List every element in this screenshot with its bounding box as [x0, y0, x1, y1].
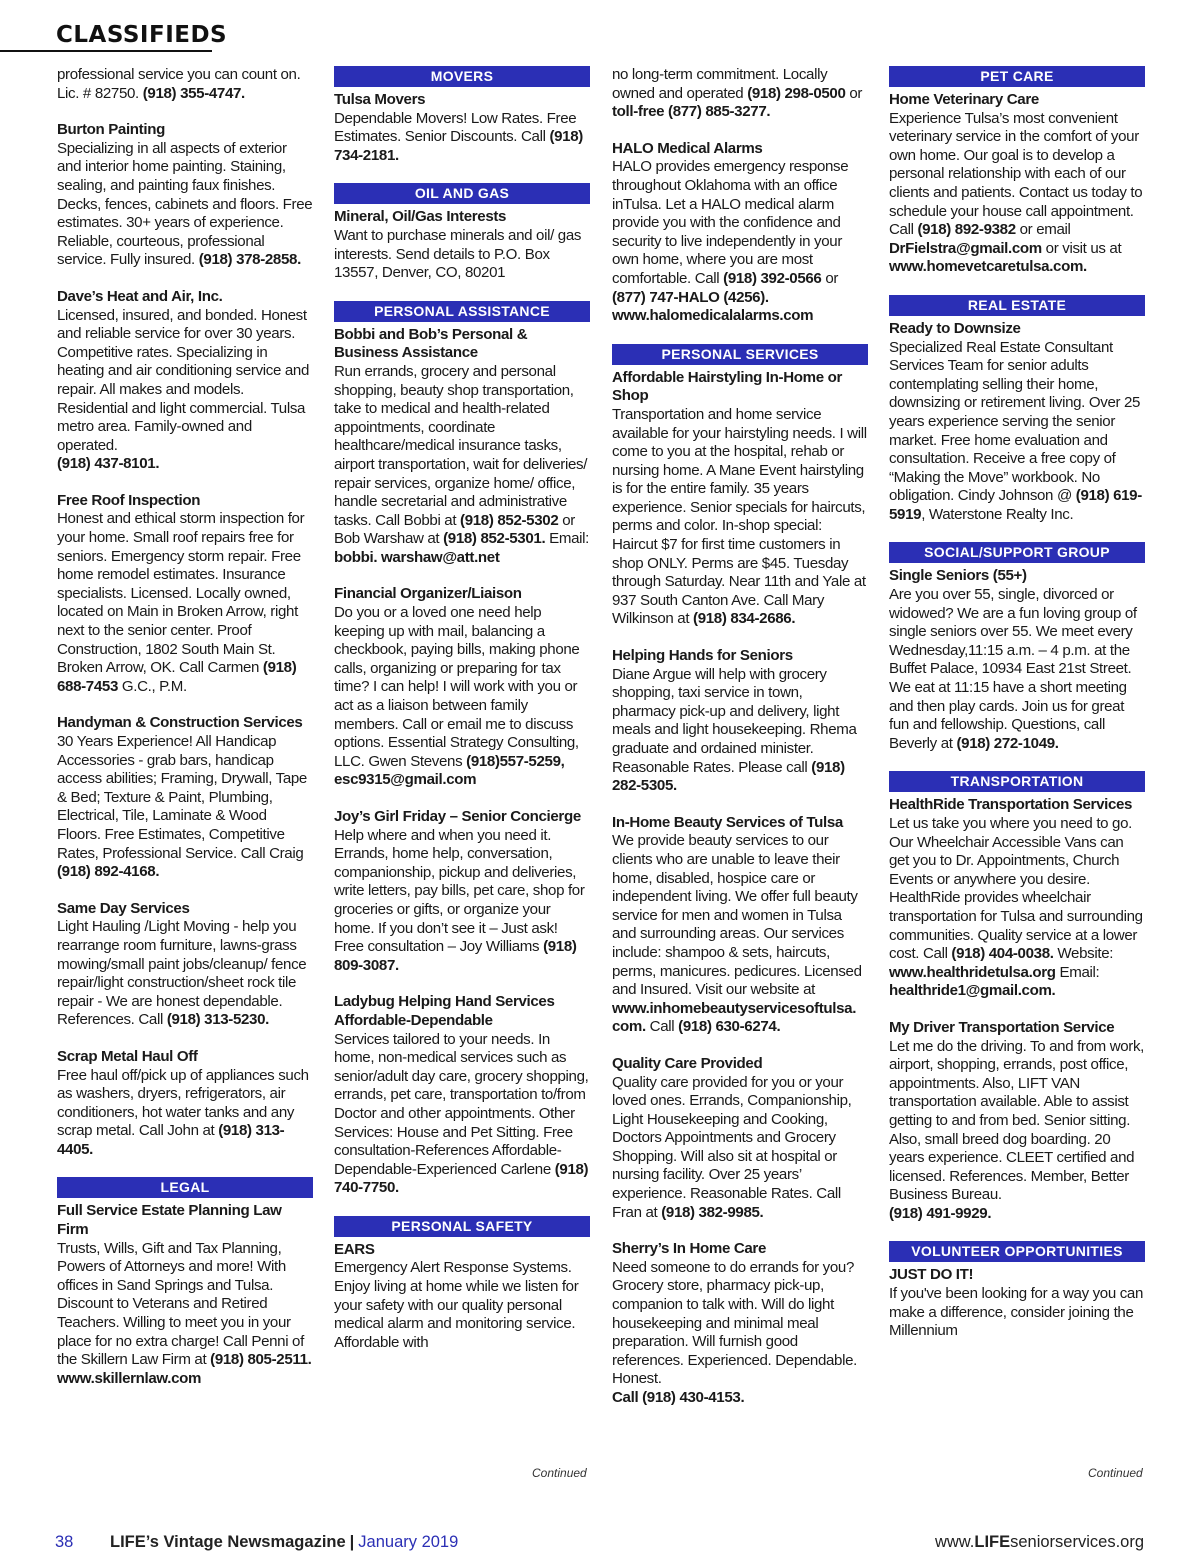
classified-listing [889, 1266, 1145, 1340]
contact-detail: (918) 852-5301. [443, 530, 546, 548]
listing-body: Experience Tulsa’s most convenient veterinary service in the comfort of your own home. Our goal is to develop a personal relationship with each of our clients and patients. Contact us today to schedule your house call appointment. Call (918) 892-9382 or email DrFielstra@gmail.com or visit us at www.homevetcaretulsa.com. [889, 109, 1143, 276]
contact-detail: (918) 272-1049. [956, 734, 1059, 752]
section-header-legal: LEGAL [57, 1177, 313, 1198]
listing-body: Light Hauling /Light Moving - help you rearrange room furniture, lawns-grass mowing/small paint jobs/cleanup/ fence repair/light construction/sheet rock tile repair - We are honest dependable. References. Call (918) 313-5230. [57, 918, 307, 1029]
section-header-movers: MOVERS [334, 66, 590, 87]
listing-title: Same Day Services [57, 899, 190, 917]
contact-detail: bobbi. warshaw@att.net [334, 548, 500, 566]
listing-body: Services tailored to your needs. In home, non-medical services such as senior/adult day care, grocery shopping, errands, pet care, transportation to/from Doctor and other appointments. Other Services: House and Pet Sitting. Free consultation-References Affordable-Dependable-Experienced Carlene (918) 740-7750. [334, 1030, 589, 1197]
listing-body: We provide beauty services to our clients who are unable to leave their home, disabled, hospice care or independent living. We offer full beauty service for men and women in Tulsa and surrounding areas. Our services include: shampoo & sets, haircuts, perms, manicures. pedicures. Licensed and Insured. Visit our website at www.inhomebeautyservicesoftulsa. com. Call (918) 630-6274. [612, 832, 862, 1036]
classified-listing [57, 1048, 313, 1160]
classified-listing [57, 714, 313, 881]
listing-body: Honest and ethical storm inspection for your home. Small roof repairs free for seniors. Emergency storm repair. Free home remodel estimates. Insurance specialists. Licensed. Locally owned, located on Main in Broken Arrow, right next to the senior center. Proof Construction, 1802 South Main St. Broken Arrow, OK. Call Carmen (918) 688-7453 G.C., P.M. [57, 510, 305, 695]
listing-body: Do you or a loved one need help keeping up with mail, balancing a checkbook, paying bills, making phone calls, organizing or preparing for tax time? I can help! I will work with you or act as a liaison between family members. Call or email me to discuss options. Essential Strategy Consulting, LLC. Gwen Stevens (918)557-5259, esc9315@gmail.com [334, 604, 580, 789]
classified-listing [334, 208, 590, 282]
listing-title: Mineral, Oil/Gas Interests [334, 208, 507, 226]
contact-detail: www.inhomebeautyservicesoftulsa. com. [612, 999, 857, 1036]
contact-detail: (918) 630-6274. [678, 1018, 781, 1036]
section-header-real-estate: REAL ESTATE [889, 295, 1145, 316]
listing-body: Help where and when you need it. Errands, home help, conversation, companionship, pickup and deliveries, write letters, pay bills, pet care, shop for groceries or gifts, or organize your home. If you don’t see it – Just ask! Free consultation – Joy Williams (918) 809-3087. [334, 826, 585, 974]
listing-title: Single Seniors (55+) [889, 567, 1027, 585]
classified-listing [612, 1055, 868, 1222]
listing-body: Let me do the driving. To and from work, airport, shopping, errands, post office, appointments. Also, LIFT VAN transportation available. Able to assist getting to and from bed. Senior sitting. Also, small breed dog boarding. 20 years experience. CLEET certified and licensed. References. Member, Better Business Bureau. (918) 491-9929. [889, 1037, 1145, 1222]
classified-listing [334, 1241, 590, 1353]
contact-detail: (918) 313-4405. [57, 1122, 285, 1158]
classified-listing [57, 492, 313, 697]
listing-title: Free Roof Inspection [57, 491, 201, 509]
website-brand: LIFE [974, 1533, 1011, 1551]
listing-title: Handyman & Construction Services [57, 714, 303, 732]
issue-date: January 2019 [358, 1533, 459, 1551]
classified-listing [57, 1202, 313, 1388]
listing-title: Helping Hands for Seniors [612, 647, 793, 665]
section-header-social-support-group: SOCIAL/SUPPORT GROUP [889, 542, 1145, 563]
contact-detail: (918) 382-9985. [661, 1203, 764, 1221]
listing-body: Want to purchase minerals and oil/ gas interests. Send details to P.O. Box 13557, Denver, CO, 80201 [334, 226, 582, 282]
listing-body: Let us take you where you need to go. Our Wheelchair Accessible Vans can get you to Dr. Appointments, Church Events or anywhere you desire. HealthRide provides wheelchair transportation for Tulsa and surrounding communities. Quality service at a lower cost. Call (918) 404-0038. Website: www.healthridetulsa.org Email: healthride1@gmail.com. [889, 815, 1143, 1000]
website-suffix: seniorservices.org [1010, 1533, 1144, 1551]
title-rule [0, 50, 212, 52]
listing-title: EARS [334, 1240, 375, 1258]
website-link[interactable] [935, 1533, 1144, 1552]
page-title: CLASSIFIEDS [56, 22, 228, 48]
listing-title: Burton Painting [57, 121, 165, 139]
listing-title: Joy’s Girl Friday – Senior Concierge [334, 808, 581, 825]
contact-detail: (918) 852-5302 [460, 511, 559, 529]
listing-title: HALO Medical Alarms [612, 139, 763, 157]
classified-listing [889, 1019, 1145, 1224]
classified-listing [57, 121, 313, 270]
listing-body: Are you over 55, single, divorced or widowed? We are a fun loving group of single seniors over 55. We meet every Wednesday,11:15 a.m. – 4 p.m. at the Buffet Palace, 10934 East 21st Street. We eat at 11:15 have a short meeting and then play cards. Join us for great fun and fellowship. Questions, call Beverly at (918) 272-1049. [889, 586, 1137, 752]
contact-detail: (918) 392-0566 [723, 269, 822, 287]
listing-title: Quality Care Provided [612, 1054, 763, 1072]
contact-detail: (918) 834-2686. [693, 610, 796, 628]
listing-body: Emergency Alert Response Systems. Enjoy living at home while we listen for your safety with our quality personal medical alarm and monitoring service. Affordable with [334, 1259, 579, 1351]
contact-detail: (918) 404-0038. [951, 945, 1054, 963]
classified-listing [334, 91, 590, 165]
contact-detail: (918) 437-8101. [57, 455, 160, 473]
listing-body: Trusts, Wills, Gift and Tax Planning, Powers of Attorneys and more! With offices in Sand Springs and Tulsa. Discount to Veterans and Retired Teachers. Willing to meet you in your place for no extra charge! Call Penni of the Skillern Law Firm at (918) 805-2511. www.skillernlaw.com [57, 1239, 312, 1387]
continued-note: Continued [532, 1466, 587, 1480]
classified-listing [612, 66, 868, 122]
listing-body: Dependable Movers! Low Rates. Free Estimates. Senior Discounts. Call (918) 734-2181. [334, 109, 583, 164]
classified-listing [57, 900, 313, 1030]
contact-detail: (918) 355-4747. [142, 84, 245, 102]
classified-listing [612, 140, 868, 326]
contact-detail: toll-free (877) 885-3277. [612, 103, 771, 121]
listing-title: In-Home Beauty Services of Tulsa [612, 813, 843, 831]
classified-listing [889, 320, 1145, 525]
contact-detail: (877) 747-HALO (4256). [612, 288, 769, 306]
section-header-volunteer-opportunities: VOLUNTEER OPPORTUNITIES [889, 1241, 1145, 1262]
column-1 [57, 66, 313, 1478]
column-4 [889, 66, 1145, 1478]
listing-title: HealthRide Transportation Services [889, 796, 1133, 814]
contact-detail: (918) 740-7750. [334, 1160, 589, 1197]
contact-detail: healthride1@gmail.com. [889, 982, 1056, 1000]
section-header-personal-services: PERSONAL SERVICES [612, 344, 868, 365]
continued-note: Continued [1088, 1466, 1143, 1480]
listing-title: My Driver Transportation Service [889, 1018, 1115, 1036]
listing-body: Specializing in all aspects of exterior and interior home painting. Staining, sealing, and painting faux finishes. Decks, fences, cabinets and floors. Free estimates. 30+ years of experience. Reliable, courteous, professional service. Fully insured. (918) 378-2858. [57, 139, 313, 269]
listing-title: Financial Organizer/Liaison [334, 585, 522, 603]
listing-body: HALO provides emergency response throughout Oklahoma with an office inTulsa. Let a HALO medical alarm provide you with the confidence and security to live independently in your own home, where you are most comfortable. Call (918) 392-0566 or (877) 747-HALO (4256). www.halomedicalalarms.com [612, 158, 849, 325]
publication-name: LIFE’s Vintage Newsmagazine [110, 1533, 346, 1551]
classified-listing [57, 288, 313, 474]
contact-detail: (918) 298-0500 [747, 84, 846, 102]
listing-title: Sherry’s In Home Care [612, 1240, 766, 1258]
listing-title: Ready to Downsize [889, 319, 1021, 337]
classified-listing [612, 1240, 868, 1407]
listing-body: Transportation and home service available for your hairstyling needs. I will come to you at the hospital, rehab or nursing home. A Mane Event hairstyling is for the entire family. 35 years experience. Senior specials for haircuts, perms and color. In-shop special: Haircut $7 for first time customers in shop ONLY. Perms are $45. Tuesday through Saturday. Near 11th and Yale at 937 South Canton Ave. Call Mary Wilkinson at (918) 834-2686. [612, 405, 867, 628]
classified-listing [612, 647, 868, 796]
listing-title: Tulsa Movers [334, 91, 426, 108]
classified-listing [334, 326, 590, 568]
contact-detail: www.skillernlaw.com [57, 1369, 202, 1387]
listing-title: JUST DO IT! [889, 1266, 974, 1284]
listing-body: 30 Years Experience! All Handicap Accessories - grab bars, handicap access abilities; Framing, Drywall, Tape & Bed; Texture & Paint, Plumbing, Electrical, Tile, Laminate & Wood Floors. Free Estimates, Competitive Rates, Professional Service. Call Craig (918) 892-4168. [57, 733, 307, 881]
listing-title: Affordable Hairstyling In-Home or Shop [612, 368, 842, 405]
contact-detail: www.homevetcaretulsa.com. [889, 258, 1087, 276]
listing-body: professional service you can count on. Lic. # 82750. (918) 355-4747. [57, 66, 301, 102]
footer-separator: | [349, 1533, 355, 1551]
contact-detail: DrFielstra@gmail.com [889, 239, 1042, 257]
page-number: 38 [55, 1533, 74, 1551]
classified-listing [334, 993, 590, 1198]
website-prefix: www. [934, 1533, 975, 1551]
section-header-personal-safety: PERSONAL SAFETY [334, 1216, 590, 1237]
listing-title: Full Service Estate Planning Law Firm [57, 1202, 282, 1239]
listing-body: Diane Argue will help with grocery shopping, taxi service in town, pharmacy pick-up and delivery, light meals and light housekeeping. Rhema graduate and ordained minister. Reasonable Rates. Please call (918) 282-5305. [612, 665, 857, 795]
column-2 [334, 66, 590, 1478]
listing-title: Home Veterinary Care [889, 91, 1039, 108]
contact-detail: www.halomedicalalarms.com [612, 307, 814, 325]
section-header-oil-and-gas: OIL AND GAS [334, 183, 590, 204]
listing-body: Need someone to do errands for you? Grocery store, pharmacy pick-up, companion to talk with. Will do light housekeeping and minimal meal preparation. Will furnish good references. Experienced. Dependable. Honest. Call (918) 430-4153. [612, 1258, 857, 1406]
contact-detail: (918) 734-2181. [334, 128, 583, 164]
section-header-pet-care: PET CARE [889, 66, 1145, 87]
listing-body: Quality care provided for you or your loved ones. Errands, Companionship, Light Housekeeping and Cooking, Doctors Appointments and Grocery Shopping. Will also sit at hospital or nursing facility. Over 25 years’ experience. Reasonable Rates. Call Fran at (918) 382-9985. [612, 1073, 852, 1221]
classified-listing [612, 369, 868, 629]
classified-listing [334, 808, 590, 975]
classified-listing [889, 91, 1145, 277]
listing-body: Run errands, grocery and personal shopping, beauty shop transportation, take to medical and health-related appointments, coordinate healthcare/medical insurance tasks, airport transportation, wait for deliveries/ repair services, organize home/ office, handle secretarial and administrative tasks. Call Bobbi at (918) 852-5302 or Bob Warshaw at (918) 852-5301. Email: bobbi. warshaw@att.net [334, 362, 589, 566]
listing-body: Free haul off/pick up of appliances such as washers, dryers, refrigerators, air conditioners, hot water tanks and any scrap metal. Call John at (918) 313-4405. [57, 1066, 309, 1158]
listing-body: If you've been looking for a way you can make a difference, consider joining the Millennium [889, 1285, 1144, 1340]
listing-title: Bobbi and Bob’s Personal & Business Assistance [334, 325, 528, 362]
contact-detail: (918) 805-2511. [210, 1351, 312, 1369]
listing-title: Scrap Metal Haul Off [57, 1047, 198, 1065]
contact-detail: (918) 892-4168. [57, 863, 160, 881]
contact-detail: (918) 619-5919 [889, 487, 1142, 523]
classified-listing [612, 814, 868, 1037]
contact-detail: (918) 892-9382 [917, 221, 1016, 239]
contact-detail: www.healthridetulsa.org [889, 963, 1056, 981]
contact-detail: (918) 313-5230. [166, 1011, 269, 1029]
listing-body: Specialized Real Estate Consultant Services Team for senior adults contemplating selling their home, downsizing or retirement living. Over 25 years experience serving the senior market. Free home evaluation and consultation. Receive a free copy of “Making the Move” workbook. No obligation. Cindy Johnson @ (918) 619-5919, Waterstone Realty Inc. [889, 338, 1142, 523]
contact-detail: (918)557-5259, esc9315@gmail.com [334, 752, 565, 789]
publication-line [110, 1533, 458, 1552]
classified-listing [889, 567, 1145, 753]
contact-detail: (918) 809-3087. [334, 938, 577, 974]
contact-detail: (918) 491-9929. [889, 1204, 992, 1222]
listing-body: Licensed, insured, and bonded. Honest and reliable service for over 30 years. Competitive rates. Specializing in heating and air conditioning service and repair. All makes and models. Residential and light commercial. Tulsa metro area. Family-owned and operated. (918) 437-8101. [57, 306, 309, 473]
contact-detail: (918) 688-7453 [57, 659, 297, 695]
listing-body: no long-term commitment. Locally owned and operated (918) 298-0500 or toll-free (877) 885-3277. [612, 66, 863, 121]
classified-listing [334, 585, 590, 790]
classified-listing [57, 66, 313, 103]
classified-listing [889, 796, 1145, 1001]
contact-detail: Call (918) 430-4153. [612, 1389, 745, 1406]
contact-detail: (918) 378-2858. [198, 251, 301, 269]
contact-detail: (918) 282-5305. [612, 758, 845, 795]
listing-title: Ladybug Helping Hand Services Affordable-Dependable [334, 993, 555, 1029]
section-header-transportation: TRANSPORTATION [889, 771, 1145, 792]
column-3 [612, 66, 868, 1478]
listing-title: Dave’s Heat and Air, Inc. [57, 287, 223, 305]
section-header-personal-assistance: PERSONAL ASSISTANCE [334, 301, 590, 322]
